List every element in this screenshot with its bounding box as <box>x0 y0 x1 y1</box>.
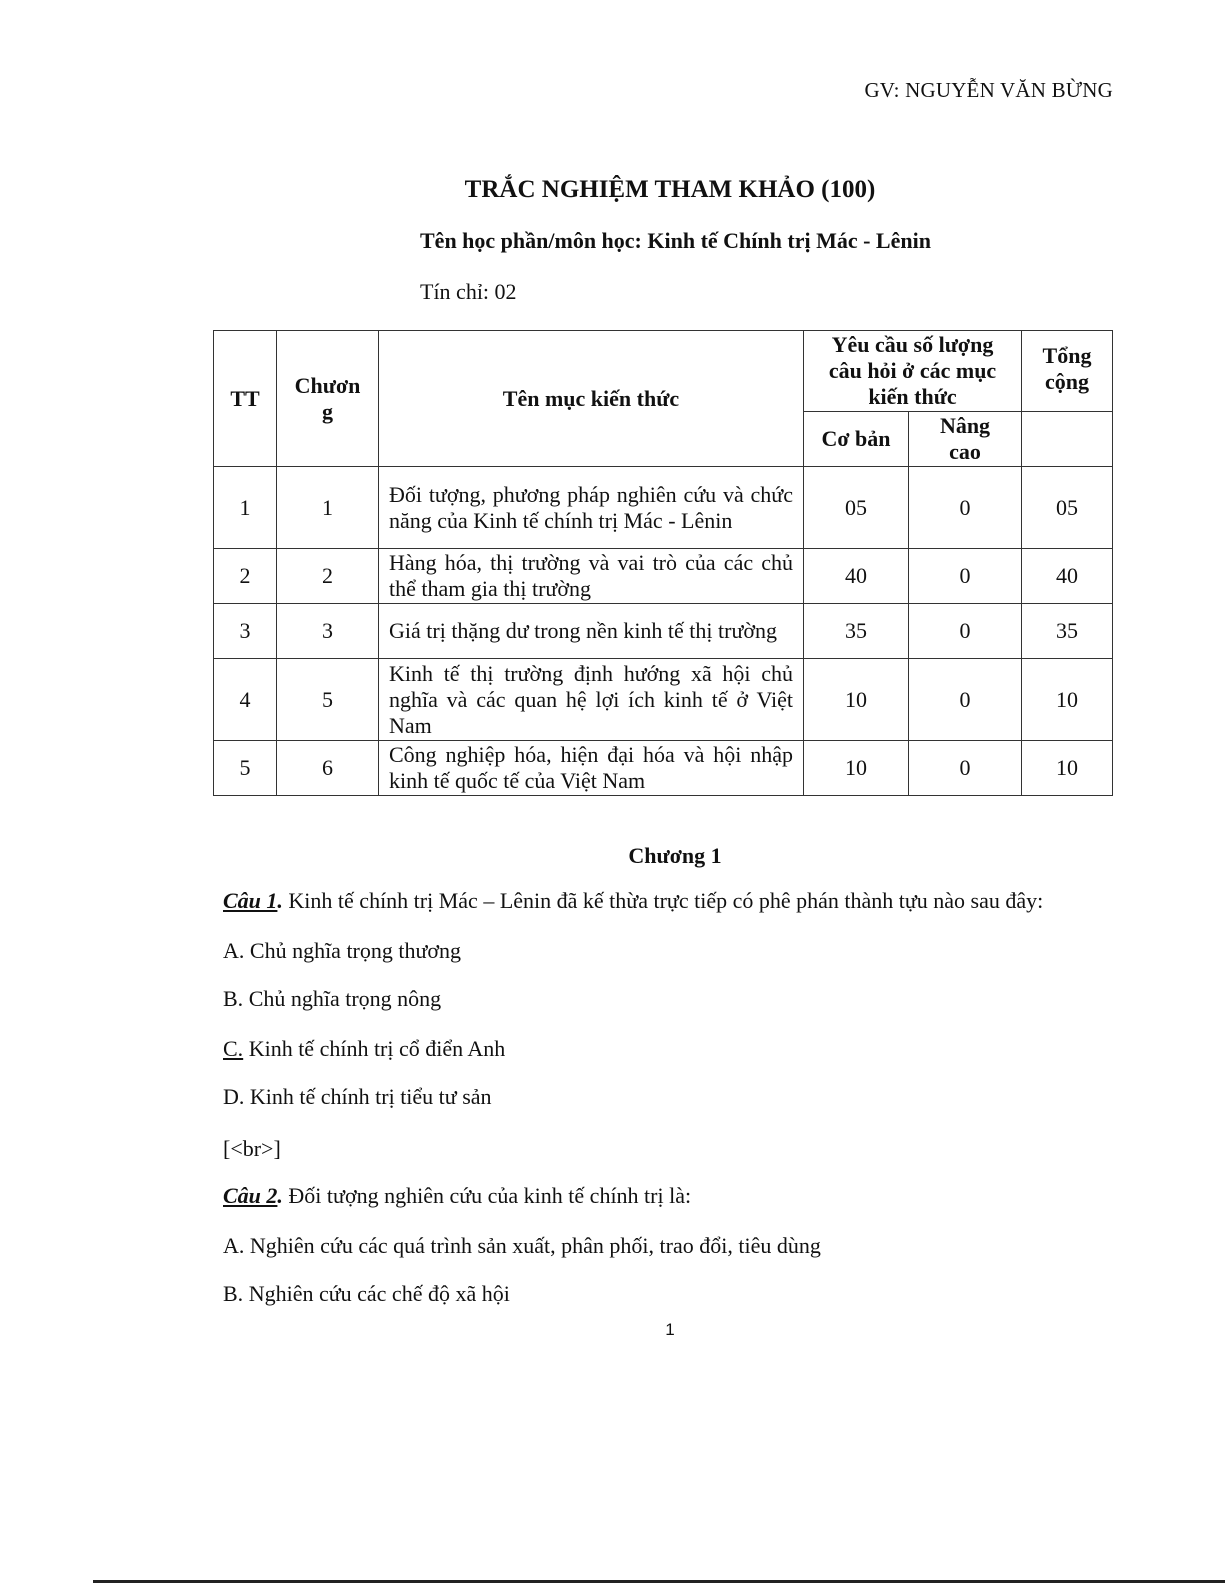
question-text: Đối tượng nghiên cứu của kinh tế chính trị là: <box>282 1183 692 1208</box>
row-tong: 10 <box>1022 659 1113 741</box>
row-ten: Đối tượng, phương pháp nghiên cứu và chức năng của Kinh tế chính trị Mác - Lênin <box>379 467 804 549</box>
option-a: A. Nghiên cứu các quá trình sản xuất, phân phối, trao đổi, tiêu dùng <box>223 1233 821 1258</box>
row-tt: 3 <box>214 604 277 659</box>
table-row <box>214 604 1113 659</box>
option-d: D. Kinh tế chính trị tiểu tư sản <box>223 1084 492 1109</box>
table-row <box>214 549 1113 604</box>
row-tong: 05 <box>1022 467 1113 549</box>
row-nang-cao: 0 <box>909 549 1022 604</box>
question-label: Câu 1 <box>223 888 278 913</box>
row-tt: 1 <box>214 467 277 549</box>
question-text: Kinh tế chính trị Mác – Lênin đã kế thừa trực tiếp có phê phán thành tựu nào sau đây: <box>282 888 1044 913</box>
row-nang-cao: 0 <box>909 741 1022 796</box>
option-b: B. Nghiên cứu các chế độ xã hội <box>223 1281 510 1306</box>
row-nang-cao: 0 <box>909 659 1022 741</box>
row-chuong: 3 <box>277 604 379 659</box>
row-tong: 40 <box>1022 549 1113 604</box>
row-tong: 35 <box>1022 604 1113 659</box>
row-ten: Công nghiệp hóa, hiện đại hóa và hội nhập kinh tế quốc tế của Việt Nam <box>379 741 804 796</box>
option-c-correct: C. Kinh tế chính trị cổ điển Anh <box>223 1036 506 1061</box>
page-bottom-rule <box>93 1580 1225 1583</box>
question-label: Câu 2 <box>223 1183 278 1208</box>
row-tt: 4 <box>214 659 277 741</box>
row-chuong: 6 <box>277 741 379 796</box>
question-distribution-table <box>213 330 1113 796</box>
row-co-ban: 35 <box>804 604 909 659</box>
header-tong-cong: Tổng cộng <box>1022 331 1113 412</box>
correct-answer-letter: C. <box>223 1036 244 1061</box>
page-number: 1 <box>665 1320 675 1339</box>
table-row <box>214 741 1113 796</box>
header-nang-cao: Nâng cao <box>909 412 1022 467</box>
row-nang-cao: 0 <box>909 604 1022 659</box>
row-co-ban: 05 <box>804 467 909 549</box>
row-nang-cao: 0 <box>909 467 1022 549</box>
table-row <box>214 467 1113 549</box>
row-chuong: 5 <box>277 659 379 741</box>
row-chuong: 2 <box>277 549 379 604</box>
header-tt: TT <box>214 331 277 467</box>
row-co-ban: 40 <box>804 549 909 604</box>
table-row <box>214 659 1113 741</box>
subject-line: Tên học phần/môn học: Kinh tế Chính trị Mác - Lênin <box>420 228 931 253</box>
row-ten: Giá trị thặng dư trong nền kinh tế thị trường <box>379 604 804 659</box>
question-1: Câu 1. Kinh tế chính trị Mác – Lênin đã kế thừa trực tiếp có phê phán thành tựu nào sau đây: <box>223 888 1044 913</box>
header-ten-muc: Tên mục kiến thức <box>379 331 804 467</box>
question-separator: [<br>] <box>223 1136 281 1161</box>
option-b: B. Chủ nghĩa trọng nông <box>223 986 442 1011</box>
row-ten: Kinh tế thị trường định hướng xã hội chủ nghĩa và các quan hệ lợi ích kinh tế ở Việt Nam <box>379 659 804 741</box>
teacher-header: GV: NGUYỄN VĂN BỪNG <box>864 78 1113 102</box>
section-title: Chương 1 <box>628 843 722 868</box>
row-tong: 10 <box>1022 741 1113 796</box>
header-empty <box>1022 412 1113 467</box>
question-2: Câu 2. Đối tượng nghiên cứu của kinh tế chính trị là: <box>223 1183 692 1208</box>
credits-line: Tín chỉ: 02 <box>420 279 517 304</box>
row-co-ban: 10 <box>804 659 909 741</box>
row-ten: Hàng hóa, thị trường và vai trò của các chủ thể tham gia thị trường <box>379 549 804 604</box>
row-co-ban: 10 <box>804 741 909 796</box>
header-chuong: Chươn g <box>277 331 379 467</box>
option-a: A. Chủ nghĩa trọng thương <box>223 938 462 963</box>
row-chuong: 1 <box>277 467 379 549</box>
row-tt: 2 <box>214 549 277 604</box>
header-yeu-cau: Yêu cầu số lượng câu hỏi ở các mục kiến thức <box>804 331 1022 412</box>
row-tt: 5 <box>214 741 277 796</box>
document-title: TRẮC NGHIỆM THAM KHẢO (100) <box>464 176 876 203</box>
header-co-ban: Cơ bản <box>804 412 909 467</box>
